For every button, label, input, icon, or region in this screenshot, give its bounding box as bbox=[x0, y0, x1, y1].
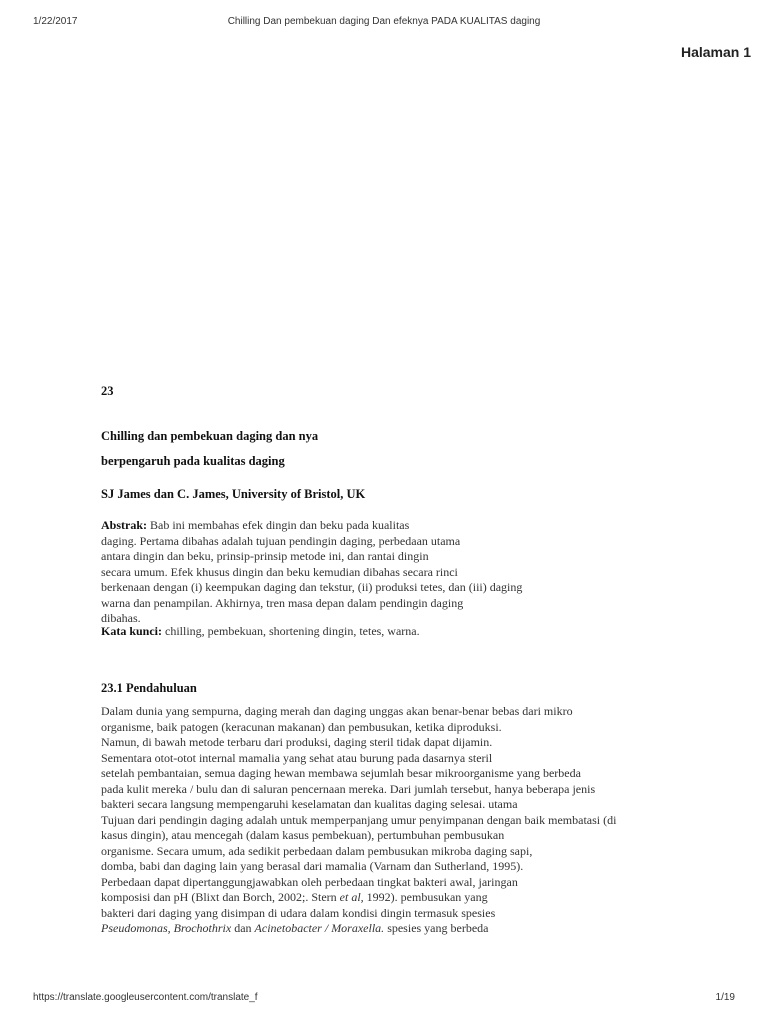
body-line: Dalam dunia yang sempurna, daging merah dan daging unggas akan benar-benar bebas dari mikro bbox=[101, 704, 573, 718]
body-line: pada kulit mereka / bulu dan di saluran pencernaan mereka. Dari jumlah tersebut, hanya beberapa jenis bbox=[101, 781, 596, 796]
body-line: Perbedaan dapat dipertanggungjawabkan oleh perbedaan tingkat bakteri awal, jaringan bbox=[101, 874, 518, 889]
body-line: organisme, baik patogen (keracunan makanan) dan pembusukan, ketika diproduksi. bbox=[101, 719, 502, 734]
abstract-label: Abstrak: bbox=[101, 518, 148, 532]
keywords-text: chilling, pembekuan, shortening dingin, tetes, warna. bbox=[162, 624, 420, 638]
species-italic: Pseudomonas, Brochothrix bbox=[101, 921, 232, 935]
abstract-line: antara dingin dan beku, prinsip-prinsip metode ini, dan rantai dingin bbox=[101, 549, 429, 563]
print-date: 1/22/2017 bbox=[33, 16, 78, 27]
page-label: Halaman 1 bbox=[680, 44, 751, 60]
authors: SJ James dan C. James, University of Bristol, UK bbox=[101, 487, 366, 501]
body-line: Pseudomonas, Brochothrix dan Acinetobacter / Moraxella. spesies yang berbeda bbox=[101, 921, 489, 935]
body-line: kasus dingin), atau mencegah (dalam kasus pembekuan), pertumbuhan pembusukan bbox=[101, 828, 505, 842]
species-italic: Acinetobacter / Moraxella. bbox=[254, 921, 385, 935]
abstract-line: dibahas. bbox=[101, 611, 141, 625]
body-line: Namun, di bawah metode terbaru dari produksi, daging steril tidak dapat dijamin. bbox=[101, 735, 493, 749]
abstract-line: berkenaan dengan (i) keempukan daging dan tekstur, (ii) produksi tetes, dan (iii) daging bbox=[101, 580, 523, 594]
body-line: domba, babi dan daging lain yang berasal dari mamalia (Varnam dan Sutherland, 1995). bbox=[101, 859, 524, 873]
body-paragraph bbox=[101, 704, 616, 937]
print-header-title: Chilling Dan pembekuan daging Dan efeknya PADA KUALITAS daging bbox=[227, 16, 541, 27]
chapter-title-line-1: Chilling dan pembekuan daging dan nya bbox=[101, 429, 319, 443]
body-line: setelah pembantaian, semua daging hewan membawa sejumlah besar mikroorganisme yang berbeda bbox=[101, 766, 581, 780]
body-line: Tujuan dari pendingin daging adalah untuk memperpanjang umur penyimpanan dengan baik membatasi (di bbox=[101, 812, 617, 827]
keywords-label: Kata kunci: bbox=[101, 624, 163, 638]
print-page-number: 1/19 bbox=[715, 992, 735, 1003]
chapter-number: 23 bbox=[101, 384, 114, 398]
citation-italic: et al, bbox=[339, 890, 364, 904]
abstract-line: secara umum. Efek khusus dingin dan beku kemudian dibahas secara rinci bbox=[101, 564, 458, 579]
abstract-line: daging. Pertama dibahas adalah tujuan pendingin daging, perbedaan utama bbox=[101, 533, 461, 548]
body-line: komposisi dan pH (Blixt dan Borch, 2002;. Stern et al, 1992). pembusukan yang bbox=[101, 890, 488, 904]
body-line: bakteri dari daging yang disimpan di udara dalam kondisi dingin termasuk spesies bbox=[101, 905, 496, 920]
body-line: Sementara otot-otot internal mamalia yang sehat atau burung pada dasarnya steril bbox=[101, 750, 493, 765]
body-line: organisme. Secara umum, ada sedikit perbedaan dalam pembusukan mikroba daging sapi, bbox=[101, 843, 533, 858]
chapter-title-line-2: berpengaruh pada kualitas daging bbox=[101, 454, 285, 468]
body-line: bakteri secara langsung mempengaruhi keselamatan dan kualitas daging selesai. utama bbox=[101, 797, 518, 811]
abstract-line: Bab ini membahas efek dingin dan beku pada kualitas bbox=[147, 518, 410, 532]
print-footer-url: https://translate.googleusercontent.com/translate_f bbox=[33, 992, 258, 1003]
keywords bbox=[101, 624, 420, 640]
abstract bbox=[101, 518, 522, 627]
section-heading: 23.1 Pendahuluan bbox=[101, 681, 197, 695]
abstract-line: warna dan penampilan. Akhirnya, tren masa depan dalam pendingin daging bbox=[101, 595, 464, 610]
